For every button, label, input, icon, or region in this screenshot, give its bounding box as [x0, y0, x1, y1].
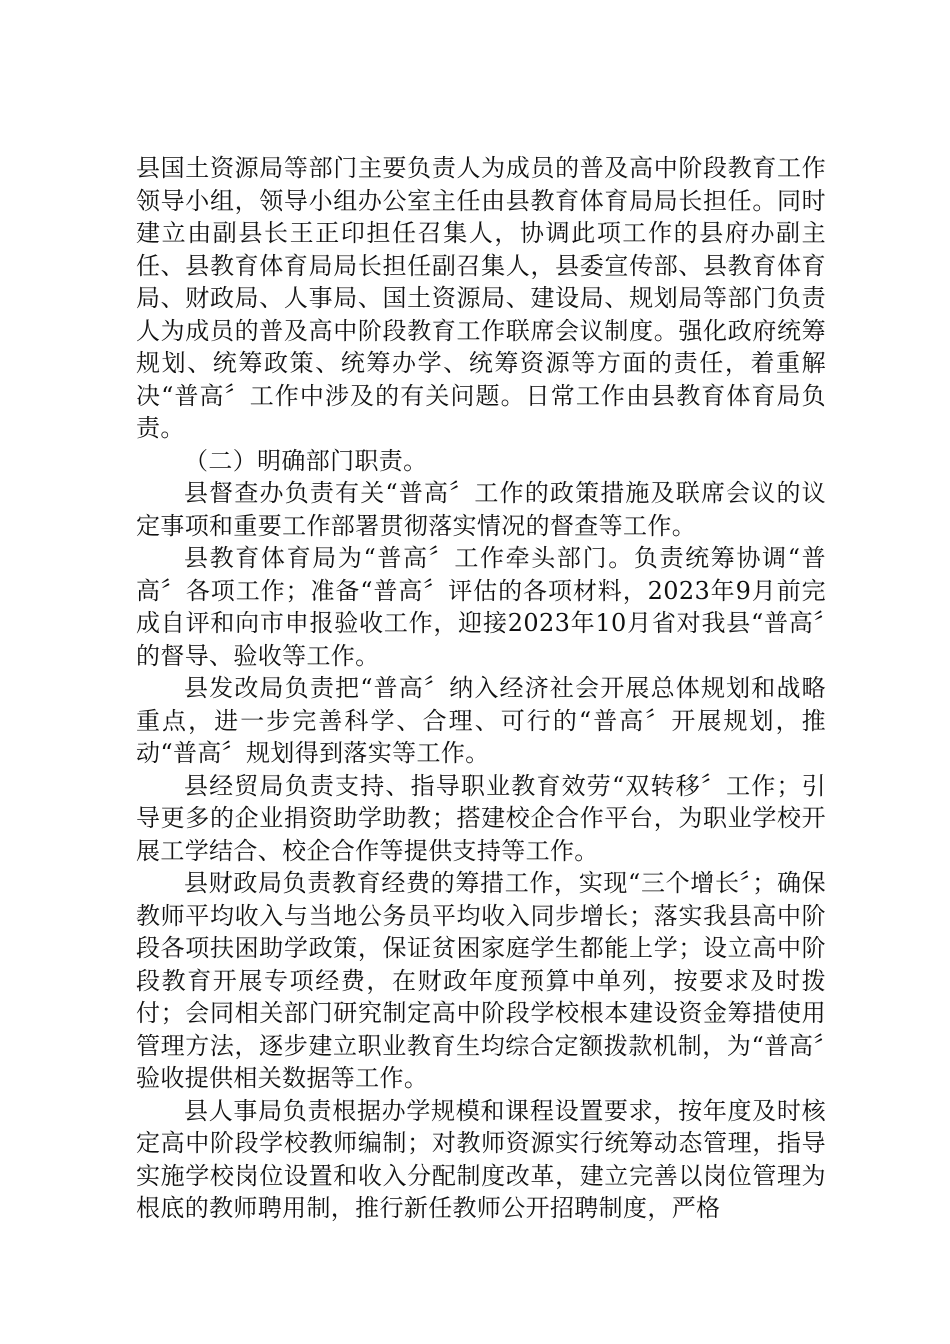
body-paragraph: 县发改局负责把“普高〞纳入经济社会开展总体规划和战略重点，进一步完善科学、合理、可行的“普高〞开展规划，推动“普高〞规划得到落实等工作。 — [136, 674, 826, 767]
body-paragraph: 县人事局负责根据办学规模和课程设置要求，按年度及时核定高中阶段学校教师编制；对教师资源实行统筹动态管理，指导实施学校岗位设置和收入分配制度改革，建立完善以岗位管理为根底的教师聘用制，推行新任教师公开招聘制度，严格 — [136, 1096, 826, 1222]
body-paragraph: 县经贸局负责支持、指导职业教育效劳“双转移〞工作；引导更多的企业捐资助学助教；搭建校企合作平台，为职业学校开展工学结合、校企合作等提供支持等工作。 — [136, 771, 826, 865]
section-heading: （二）明确部门职责。 — [184, 446, 428, 475]
document-page — [136, 152, 826, 1225]
body-paragraph: 县财政局负责教育经费的筹措工作，实现“三个增长〞；确保教师平均收入与当地公务员平均收入同步增长；落实我县高中阶段各项扶困助学政策，保证贫困家庭学生都能上学；设立高中阶段教育开展专项经费，在财政年度预算中单列，按要求及时拨付；会同相关部门研究制定高中阶段学校根本建设资金筹措使用管理方法，逐步建立职业教育生均综合定额拨款机制，为“普高〞验收提供相关数据等工作。 — [136, 869, 826, 1092]
body-paragraph: 县督查办负责有关“普高〞工作的政策措施及联席会议的议定事项和重要工作部署贯彻落实情况的督查等工作。 — [136, 479, 826, 540]
body-paragraph: 县国土资源局等部门主要负责人为成员的普及高中阶段教育工作领导小组，领导小组办公室主任由县教育体育局局长担任。同时建立由副县长王正印担任召集人，协调此项工作的县府办副主任、县教育体育局局长担任副召集人，县委宣传部、县教育体育局、财政局、人事局、国土资源局、建设局、规划局等部门负责人为成员的普及高中阶段教育工作联席会议制度。强化政府统筹规划、统筹政策、统筹办学、统筹资源等方面的责任，着重解决“普高〞工作中涉及的有关问题。日常工作由县教育体育局负责。 — [136, 154, 826, 442]
body-paragraph: 县教育体育局为“普高〞工作牵头部门。负责统筹协调“普高〞各项工作；准备“普高〞评估的各项材料，2023年9月前完成自评和向市申报验收工作，迎接2023年10月省对我县“普高〞的督导、验收等工作。 — [136, 544, 826, 670]
